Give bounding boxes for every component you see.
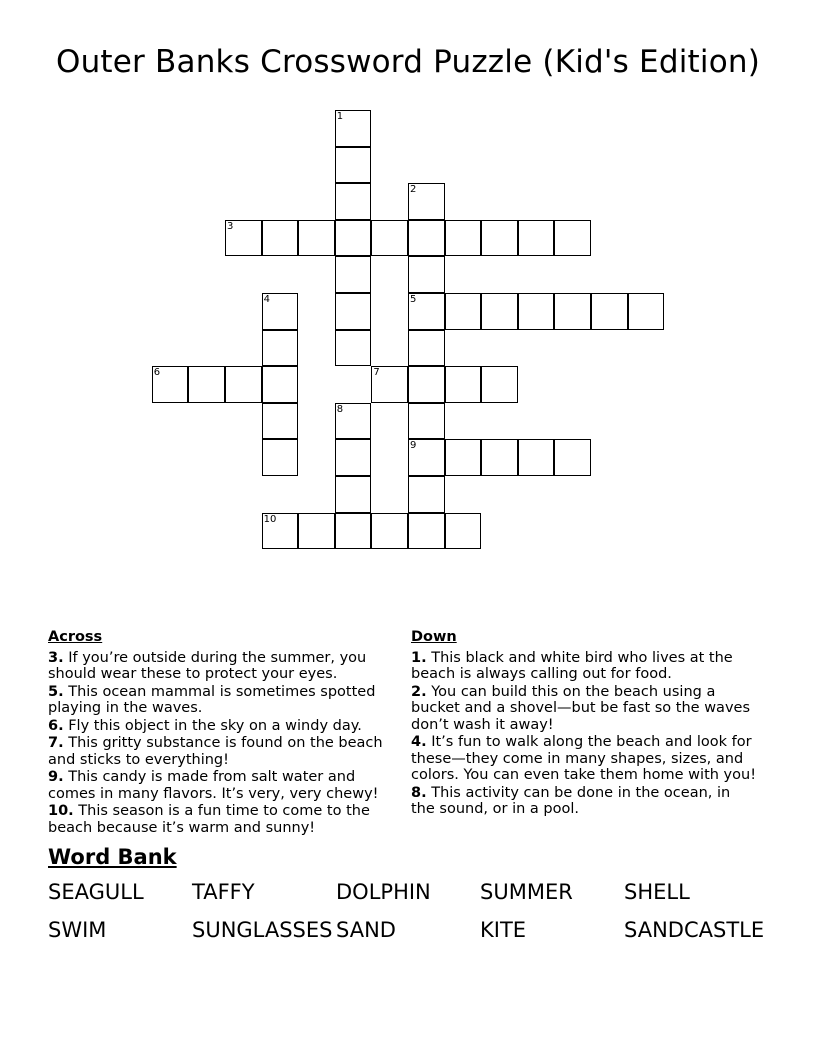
crossword-cell[interactable] [225, 220, 262, 257]
crossword-cell[interactable] [518, 293, 555, 330]
crossword-cell[interactable] [335, 110, 372, 147]
page-title: Outer Banks Crossword Puzzle (Kid's Edition) [55, 44, 761, 80]
crossword-cell[interactable] [445, 513, 482, 550]
clue-number-label: 5. [48, 683, 64, 700]
clue-number-label: 8. [411, 784, 427, 801]
crossword-cell[interactable] [262, 366, 299, 403]
crossword-cell[interactable] [188, 366, 225, 403]
clue-text: If you’re outside during the summer, you should wear these to protect your eyes. [48, 649, 367, 682]
crossword-cell[interactable] [408, 366, 445, 403]
crossword-cell[interactable] [408, 183, 445, 220]
clue-text: This gritty substance is found on the beach and sticks to everything! [48, 735, 383, 768]
clue-text: Fly this object in the sky on a windy day. [63, 717, 362, 734]
word-bank-word: SWIM [48, 918, 107, 942]
clue-item [48, 769, 393, 802]
word-bank-word: SUMMER [480, 880, 573, 904]
down-clues [411, 629, 756, 819]
crossword-cell[interactable] [481, 439, 518, 476]
clue-text: It’s fun to walk along the beach and look for these—they come in many shapes, sizes, and colors. You can even take them home with you! [411, 734, 757, 783]
clue-text: This activity can be done in the ocean, in the sound, or in a pool. [411, 784, 731, 817]
clue-item [411, 785, 756, 818]
crossword-cell[interactable] [408, 256, 445, 293]
crossword-cell[interactable] [335, 256, 372, 293]
clue-item [48, 718, 393, 735]
crossword-cell[interactable] [262, 330, 299, 367]
clue-item [48, 684, 393, 717]
crossword-cell[interactable] [335, 183, 372, 220]
crossword-cell[interactable] [518, 220, 555, 257]
clue-item [411, 684, 756, 734]
crossword-cell[interactable] [408, 293, 445, 330]
crossword-cell[interactable] [335, 439, 372, 476]
clue-item [48, 803, 393, 836]
crossword-cell[interactable] [408, 513, 445, 550]
crossword-cell[interactable] [152, 366, 189, 403]
crossword-cell[interactable] [554, 293, 591, 330]
crossword-cell[interactable] [335, 147, 372, 184]
crossword-cell[interactable] [481, 366, 518, 403]
clue-number-label: 1. [411, 649, 427, 666]
crossword-cell[interactable] [408, 439, 445, 476]
clue-number: 4 [263, 294, 270, 305]
crossword-cell[interactable] [408, 220, 445, 257]
clue-item [48, 735, 393, 768]
clue-number-label: 3. [48, 649, 64, 666]
crossword-cell[interactable] [335, 293, 372, 330]
clue-text: This black and white bird who lives at the beach is always calling out for food. [411, 649, 733, 682]
crossword-cell[interactable] [445, 220, 482, 257]
crossword-cell[interactable] [335, 476, 372, 513]
crossword-cell[interactable] [262, 293, 299, 330]
crossword-cell[interactable] [262, 439, 299, 476]
crossword-cell[interactable] [445, 439, 482, 476]
crossword-cell[interactable] [335, 220, 372, 257]
clue-number: 9 [410, 440, 417, 452]
down-heading: Down [411, 629, 457, 645]
word-bank-word: SHELL [624, 880, 690, 904]
crossword-cell[interactable] [371, 220, 408, 257]
crossword-cell[interactable] [518, 439, 555, 476]
clue-number-label: 9. [48, 769, 64, 785]
crossword-cell[interactable] [262, 403, 299, 440]
clue-number: 7 [373, 367, 380, 379]
crossword-cell[interactable] [335, 513, 372, 550]
crossword-cell[interactable] [262, 513, 299, 550]
crossword-cell[interactable] [554, 439, 591, 476]
clue-number-label: 6. [48, 717, 64, 734]
crossword-cell[interactable] [408, 476, 445, 513]
word-bank-word: SUNGLASSES [192, 918, 333, 942]
crossword-cell[interactable] [628, 293, 665, 330]
crossword-cell[interactable] [225, 366, 262, 403]
word-bank-word: TAFFY [192, 880, 255, 904]
word-bank-title: Word Bank [48, 845, 177, 869]
crossword-cell[interactable] [591, 293, 628, 330]
word-bank-word: KITE [480, 918, 527, 942]
crossword-cell[interactable] [262, 220, 299, 257]
clue-text: This season is a fun time to come to the beach because it’s warm and sunny! [48, 803, 370, 836]
clue-number-label: 2. [411, 683, 427, 700]
crossword-cell[interactable] [445, 293, 482, 330]
word-bank-word: SANDCASTLE [624, 918, 765, 942]
clue-number: 5 [410, 294, 417, 305]
crossword-cell[interactable] [408, 330, 445, 367]
clue-number: 3 [227, 220, 234, 232]
crossword-cell[interactable] [408, 403, 445, 440]
clue-number-label: 7. [48, 735, 64, 751]
crossword-cell[interactable] [298, 513, 335, 550]
clue-number-label: 10. [48, 803, 74, 819]
crossword-cell[interactable] [481, 220, 518, 257]
clue-item [411, 650, 756, 683]
crossword-cell[interactable] [335, 403, 372, 440]
crossword-cell[interactable] [481, 293, 518, 330]
word-bank-word: SEAGULL [48, 880, 144, 904]
crossword-cell[interactable] [371, 513, 408, 550]
word-bank-word: DOLPHIN [336, 880, 431, 904]
crossword-cell[interactable] [335, 330, 372, 367]
clue-number: 6 [153, 367, 161, 379]
clue-number: 2 [410, 184, 417, 196]
clue-item [411, 734, 756, 784]
clue-item [48, 650, 393, 683]
clue-number-label: 4. [411, 734, 427, 750]
clue-number: 1 [336, 111, 344, 122]
across-clues [48, 629, 393, 837]
crossword-cell[interactable] [554, 220, 591, 257]
clue-text: This ocean mammal is sometimes spotted playing in the waves. [48, 683, 376, 716]
clue-number: 8 [336, 403, 344, 415]
crossword-cell[interactable] [445, 366, 482, 403]
clue-text: This candy is made from salt water and comes in many flavors. It’s very, very chewy! [48, 769, 379, 802]
clue-number: 10 [263, 513, 277, 525]
crossword-cell[interactable] [371, 366, 408, 403]
clue-text: You can build this on the beach using a bucket and a shovel—but be fast so the waves don’t wash it away! [411, 683, 750, 733]
word-bank-word: SAND [336, 918, 396, 942]
across-heading: Across [48, 629, 103, 645]
crossword-cell[interactable] [298, 220, 335, 257]
